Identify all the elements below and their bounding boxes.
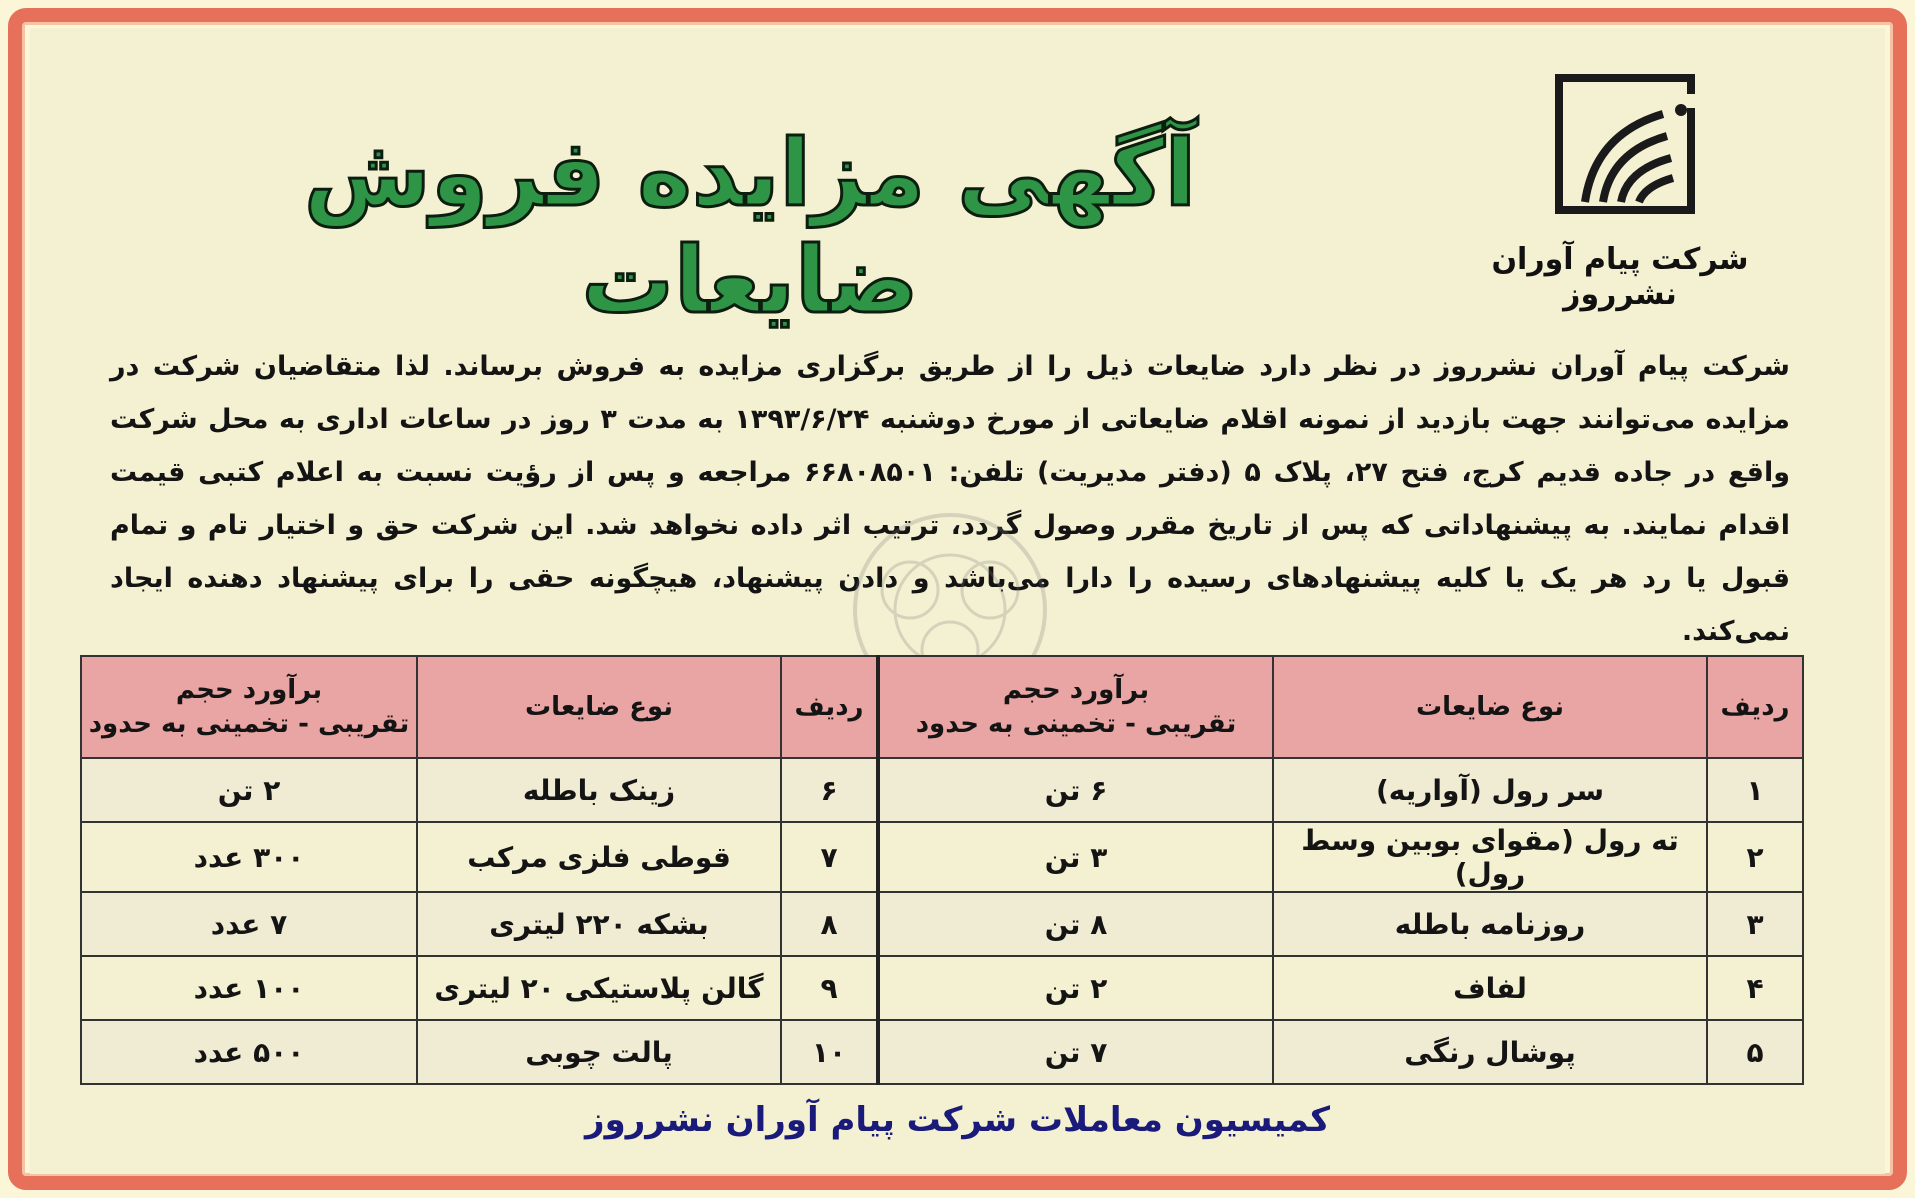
table-row bbox=[81, 956, 1803, 1020]
ad-title: آگهی مزایده فروش ضایعات bbox=[303, 120, 1197, 334]
table-row bbox=[81, 822, 1803, 892]
header-estimate-2 bbox=[81, 656, 417, 758]
header-estimate-line2-2: تقریبی - تخمینی به حدود bbox=[88, 709, 410, 739]
ad-footer-signature: کمیسیون معاملات شرکت پیام آوران نشرروز bbox=[585, 1100, 1330, 1140]
estimate: ۵۰۰ عدد bbox=[81, 1020, 417, 1084]
waste-type: پالت چوبی bbox=[417, 1020, 781, 1084]
waste-type: روزنامه باطله bbox=[1273, 892, 1707, 956]
header-estimate-line2: تقریبی - تخمینی به حدود bbox=[915, 709, 1237, 739]
row-number: ۴ bbox=[1707, 956, 1803, 1020]
waste-type: قوطی فلزی مرکب bbox=[417, 822, 781, 892]
waste-type: زینک باطله bbox=[417, 758, 781, 822]
row-number: ۸ bbox=[781, 892, 878, 956]
header-waste-type-2: نوع ضایعات bbox=[417, 656, 781, 758]
ad-body-text: شرکت پیام آوران نشرروز در نظر دارد ضایعات ذیل را از طریق برگزاری مزایده به فروش برساند. لذا متقاضیان شرکت در مزایده می‌توانند جهت بازدید از نمونه اقلام ضایعاتی از مورخ دوشنبه ۱۳۹۳/۶/۲۴ به مدت ۳ روز در ساعات اداری به محل شرکت واقع در جاده قدیم کرج، فتح ۲۷، پلاک ۵ (دفتر مدیریت) تلفن: ۶۶۸۰۸۵۰۱ مراجعه و پس از رؤیت نسبت به اعلام کتبی قیمت اقدام نمایند. به پیشنهاداتی که پس از تاریخ مقرر وصول گردد، ترتیب اثر داده نخواهد شد. این شرکت حق و اختیار تام و تمام قبول یا رد هر یک یا کلیه پیشنهادهای رسیده را دارا می‌باشد و دادن پیشنهاد، هیچگونه حقی را برای پیشنهاد دهنده ایجاد نمی‌کند. bbox=[110, 351, 1790, 647]
header-estimate bbox=[878, 656, 1273, 758]
company-logo-area bbox=[1455, 42, 1785, 312]
header-waste-type: نوع ضایعات bbox=[1273, 656, 1707, 758]
waste-type: گالن پلاستیکی ۲۰ لیتری bbox=[417, 956, 781, 1020]
estimate: ۷ تن bbox=[878, 1020, 1273, 1084]
estimate: ۳۰۰ عدد bbox=[81, 822, 417, 892]
estimate: ۱۰۰ عدد bbox=[81, 956, 417, 1020]
estimate: ۳ تن bbox=[878, 822, 1273, 892]
row-number: ۱۰ bbox=[781, 1020, 878, 1084]
waste-type: سر رول (آواریه) bbox=[1273, 758, 1707, 822]
header-row-number: ردیف bbox=[1707, 656, 1803, 758]
estimate: ۲ تن bbox=[81, 758, 417, 822]
row-number: ۹ bbox=[781, 956, 878, 1020]
row-number: ۱ bbox=[1707, 758, 1803, 822]
waste-type: لفاف bbox=[1273, 956, 1707, 1020]
table-row bbox=[81, 758, 1803, 822]
company-logo-icon bbox=[1555, 74, 1695, 214]
company-name: شرکت پیام آوران نشرروز bbox=[1491, 242, 1749, 312]
row-number: ۷ bbox=[781, 822, 878, 892]
row-number: ۲ bbox=[1707, 822, 1803, 892]
header-row-number-2: ردیف bbox=[781, 656, 878, 758]
header-estimate-line1-2: برآورد حجم bbox=[175, 675, 323, 705]
waste-type: ته رول (مقوای بوبین وسط رول) bbox=[1273, 822, 1707, 892]
table-row bbox=[81, 1020, 1803, 1084]
table-header-row bbox=[81, 656, 1803, 758]
estimate: ۷ عدد bbox=[81, 892, 417, 956]
row-number: ۳ bbox=[1707, 892, 1803, 956]
estimate: ۸ تن bbox=[878, 892, 1273, 956]
waste-type: پوشال رنگی bbox=[1273, 1020, 1707, 1084]
table-row bbox=[81, 892, 1803, 956]
waste-items-table bbox=[80, 655, 1804, 1085]
waste-type: بشکه ۲۲۰ لیتری bbox=[417, 892, 781, 956]
estimate: ۲ تن bbox=[878, 956, 1273, 1020]
row-number: ۵ bbox=[1707, 1020, 1803, 1084]
header-estimate-line1: برآورد حجم bbox=[1002, 675, 1150, 705]
estimate: ۶ تن bbox=[878, 758, 1273, 822]
row-number: ۶ bbox=[781, 758, 878, 822]
